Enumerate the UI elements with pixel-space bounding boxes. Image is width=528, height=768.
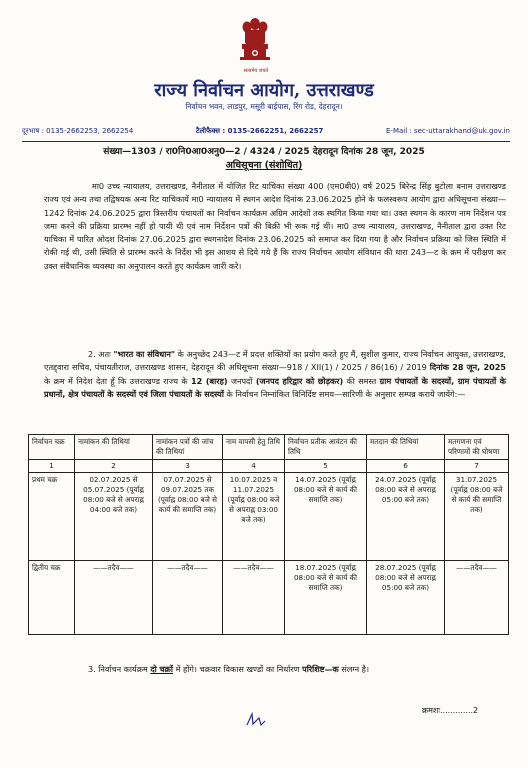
election-schedule-table [28,434,509,635]
signature-mark [244,712,278,728]
table-row [29,473,509,561]
column-number: 4 [223,460,285,473]
table-row [29,561,509,635]
table-cell: 31.07.2025 (पूर्वाह्न 08:00 बजे से कार्य की समाप्ति तक) [445,473,509,561]
para2-district-count: 12 (बारह) [190,375,228,386]
national-emblem-icon [236,16,274,70]
header-divider [22,141,510,142]
para3-text: में होंगे। चक्रवार विकास खण्डों का निर्धारण [173,664,303,674]
para2-text: के अनुच्छेद 243—ट में प्रदत्त शक्तियों का प्रयोग करते हुए मैं, सुशील कुमार, राज्य निर्वाचन आयुक्त, उत्तराखण्ड, एतद्द्वारा सचिव, पंचायतीराज, उत्तराखण्ड शासन, देहरादून की अधिसूचना संख्या—918 / XII(1) / 2025 / 86(16) / 2019 [44,349,506,373]
para2-text: की समस्त [343,375,380,386]
phase-label: द्वितीय चक्र [29,561,75,635]
paragraph-2 [44,348,506,401]
column-header: मतदान की तिथियां [367,435,445,460]
para3-annexure: परिशिष्ट—क [302,664,339,674]
column-number: 7 [445,460,509,473]
para2-text: 2. अतः [88,349,114,359]
column-number-row [29,460,509,473]
organization-title: राज्य निर्वाचन आयोग, उत्तराखण्ड [154,80,374,101]
telefax-numbers: टैलीफैक्स : 0135-2662251, 2662257 [196,127,324,135]
table-cell: 18.07.2025 (पूर्वाह्न 08:00 बजे से कार्य की समाप्ति तक) [285,561,367,635]
column-number: 1 [29,460,75,473]
column-number: 5 [285,460,367,473]
notification-title: अधिसूचना (संशोधित) [225,160,303,171]
para2-constitution: "भारत का संविधान" [113,349,176,359]
table-cell: ——तदैव—— [75,561,153,635]
column-number: 2 [75,460,153,473]
para2-bodies: ग्राम पंचायतों के सदस्यों, ग्राम पंचायतों के प्रधानों, क्षेत्र पंचायतों के सदस्यों एवं जिला पंचायतों के सदस्यों [44,375,507,399]
column-header: निर्वाचन प्रतीक आवंटन की तिथि [285,435,367,460]
table-cell: 07.07.2025 से 09.07.2025 तक (पूर्वाह्न 08:00 बजे से कार्य की समाप्ति तक) [153,473,223,561]
para3-phases: दो चक्रों [150,664,173,674]
table-cell: 02.07.2025 से 05.07.2025 (पूर्वाह्न 08:00 बजे से अपराह्न 04:00 बजे तक) [75,473,153,561]
column-header: निर्वाचन चक्र [29,435,75,460]
para3-text: 3. निर्वाचन कार्यक्रम [88,664,151,674]
table-cell: 14.07.2025 (पूर्वाह्न 08:00 बजे से कार्य की समाप्ति तक) [285,473,367,561]
para2-text: जनपदों [227,375,256,386]
column-number: 6 [367,460,445,473]
paragraph-3 [44,663,506,676]
table-cell: ——तदैव—— [153,561,223,635]
column-header: नामांकन पत्रों की जांच की तिथियां [153,435,223,460]
column-header: नाम वापसी हेतु तिथि [223,435,285,460]
reference-number: संख्या—1303 / रा0नि0आ0अनु0—2 / 4324 / 2025 देहरादून दिनांक 28 जून, 2025 [103,147,425,157]
column-header: नामांकन की तिथियां [75,435,153,460]
para2-text: के निर्वाचन निम्नांकित विनिर्दिष्ट समय—सारिणी के अनुसार सम्पन्न कराये जायेंगे:— [223,388,466,399]
para3-text: संलग्न है। [338,664,370,674]
table-header-row [29,435,509,460]
table-cell: ——तदैव—— [445,561,509,635]
table-cell: 10.07.2025 व 11.07.2025 (पूर्वाह्न 08:00 बजे से अपराह्न 03:00 बजे तक) [223,473,285,561]
para2-text: के क्रम में निदेश देता हूँ कि उत्तराखण्ड राज्य के [44,375,191,386]
para2-exclusion: (जनपद हरिद्वार को छोड़कर) [255,375,344,386]
para2-date: दिनांक 28 जून, 2025 [429,362,506,373]
emblem-caption: सत्यमेव जयते [243,68,269,74]
table-cell: 24.07.2025 (पूर्वाह्न 08:00 बजे से अपराह्न 05:00 बजे तक) [367,473,445,561]
table-cell: ——तदैव—— [223,561,285,635]
paragraph-1: मा0 उच्च न्यायालय, उत्तराखण्ड, नैनीताल में योजित रिट याचिका संख्या 400 (एम0बी0) वर्ष 2025 बिरेन्द्र सिंह बुटोला बनाम उत्तराखण्ड राज्य एवं अन्य तथा तद्विषयक अन्य रिट याचिकायें मा0 न्यायालय में स्थगन आदेश दिनांक 23.06.2025 होने के फलस्वरूप आयोग द्वारा अधिसूचना संख्या—1242 दिनांक 24.06.2025 द्वारा त्रिस्तरीय पंचायतों का निर्वाचन कार्यक्रम अग्रिम आदेशों तक स्थगित किया गया था। उक्त स्थगन के कारण नाम निर्देशन पत्र जमा करने की प्रक्रिया प्रारम्भ नहीं हो पायी थी एवं नाम निर्देशन पत्रों की बिक्री भी रूक गई थी। मा0 उच्च न्यायालय, उत्तराखण्ड, नैनीताल द्वारा उक्त रिट याचिका में पारित ओदश दिनांक 27.06.2025 द्वारा स्थगनादेश दिनांक 23.06.2025 को समाप्त कर दिया गया है और निर्वाचन प्रक्रिया को जिस स्थिति में रोकी गई थी, उसी स्थिति से प्रारम्भ करने के निर्देश भी इस आशय से दिये गये हैं कि राज्य निर्वाचन आयोग संविधान की धारा 243—ट के क्रम में परीक्षण कर उक्त संवैधानिक व्यवस्था का अनुपालन करते हुए कार्यक्रम जारी करे। [44,181,506,271]
contact-row [22,127,510,139]
column-number: 3 [153,460,223,473]
table-cell: 28.07.2025 (पूर्वाह्न 08:00 बजे से अपराह्न 05:00 बजे तक) [367,561,445,635]
column-header: मतगणना एवं परिणामों की घोषणा [445,435,509,460]
phone-numbers: दूरभाष : 0135-2662253, 2662254 [22,127,134,135]
phase-label: प्रथम चक्र [29,473,75,561]
email-address[interactable]: E-Mail : sec-uttarakhand@uk.gov.in [386,127,510,135]
continuation-marker: क्रमशः.............2 [422,706,479,715]
organization-address: निर्वाचन भवन, लाडपुर, मसूरी बाईपास, रिंग रोड, देहरादून। [185,102,343,111]
